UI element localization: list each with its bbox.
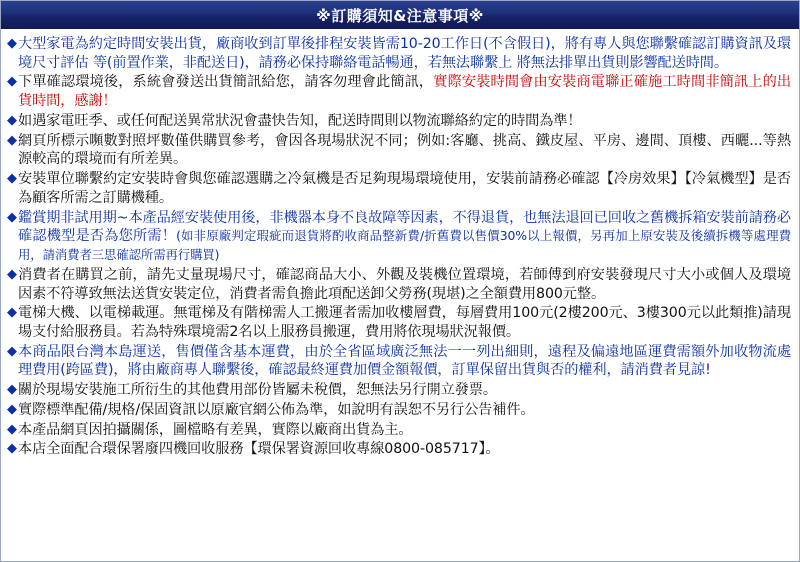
note-recycle-service [7,440,791,459]
notice-text [18,112,791,131]
notice-text-segment: 消費者在購買之前，請先丈量現場尺寸，確認商品大小、外觀及裝機位置環境，若師傅到府安裝發現尺寸大小或個人及環境因素不符導致無法送貨安裝定位，消費者需負擔此項配送卸父勞務(現堪)之全額費用800元整。 [18,266,791,302]
note-peak-season-delay [7,112,791,131]
notice-text-segment: 實際標準配備/規格/保固資訊以原廠官網公佈為準，如說明有誤恕不另行公告補件。 [18,401,535,418]
diamond-bullet-icon: ◆ [7,382,17,398]
notice-list [1,29,799,464]
notice-text [18,381,791,400]
notice-text [18,304,791,341]
notice-text [18,401,791,420]
page-title-bar [1,1,799,29]
notice-text-segment: 下單確認環境後，系統會發送出貨簡訊給您，請客勿理會此簡訊， [18,74,434,91]
notice-text-segment: 鑑賞期非試用期~本產品經安裝使用後，非機器本身不良故障等因素，不得退貨，也無法退回已回收之舊機拆箱安裝前請務必確認機型是否為您所需！ [18,209,791,245]
diamond-bullet-icon: ◆ [7,343,17,359]
note-shipping-area [7,343,791,380]
diamond-bullet-icon: ◆ [7,401,17,417]
note-photo-difference [7,421,791,440]
notice-text-segment: 關於現場安裝施工所衍生的其他費用部份皆屬未稅價，恕無法另行開立發票。 [18,382,497,399]
notice-text [18,35,791,72]
notice-text-segment: (如非原廠判定瑕疵而退貨將酌收商品整新費/折舊費以售價30%以上報價，另再加上原安裝及後續拆機等處理費用，請消費者三思確認所需再行購買) [18,228,791,263]
diamond-bullet-icon: ◆ [7,132,17,148]
notice-text [18,170,791,207]
notice-text-segment: 安裝單位聯繫約定安裝時會與您確認選購之冷氣機是否足夠現場環境使用，安裝前請務必確認【冷房效果】【冷氣機型】是否為顧客所需之訂購機種。 [18,171,791,206]
notice-text-segment: 網頁所標示嚬數對照坪數僅供購買參考，會因各現場狀況不同；例如:客廳、挑高、鐵皮屋、平房、邊間、頂樓、西曬...等熱源較高的環境而有所差異。 [18,132,791,168]
note-ping-reference [7,132,791,169]
notice-text-segment: 本商品限台灣本島運送，售價僅含基本運費，由於全省區域廣泛無法一一列出細則，遠程及偏遠地區運費需額外加收物流處理費用(跨區費)，將由廠商專人聯繫後，確認最終運費加價金額報價，訂單保留出貨與否的權利，請消費者見諒! [18,343,791,379]
notice-text [18,343,791,380]
diamond-bullet-icon: ◆ [7,112,17,128]
diamond-bullet-icon: ◆ [7,266,17,282]
note-invoice [7,381,791,400]
notice-text [18,421,791,440]
notice-text [18,266,791,303]
diamond-bullet-icon: ◆ [7,171,17,187]
diamond-bullet-icon: ◆ [7,441,17,457]
note-spec-source [7,401,791,420]
notice-text-segment: 實際安裝時間會由安裝商電聯正確施工時間 [433,74,706,91]
diamond-bullet-icon: ◆ [7,74,17,90]
notice-text-segment: 電梯大機、以電梯載運。無電梯及有階梯需人工搬運者需加收樓層費，每層費用100元(2樓200元、3樓300元以此類推)請現場支付給服務員。若為特殊環境需2名以上服務員搬運，費用將依現場狀況報價。 [18,305,791,341]
diamond-bullet-icon: ◆ [7,305,17,321]
diamond-bullet-icon: ◆ [7,36,17,51]
notice-text-segment: 本店全面配合環保署廢四機回收服務【環保署資源回收專線0800-085717】。 [18,441,500,458]
note-sms-notice [7,73,791,110]
notice-text [18,132,791,169]
notice-text [18,209,791,265]
diamond-bullet-icon: ◆ [7,421,17,437]
notice-text-segment: 大型家電為約定時間安裝出貨，廠商收到訂單後排程安裝皆需10-20工作日(不含假日)，將有專人與您聯繫確認訂購資訊及環境尺寸評估 等(前置作業，非配送日)，請務必保持聯絡電話暢通，若無法聯繫上 將無法排單出貨則影響配送時間。 [18,36,791,71]
notice-text-segment: 如遇家電旺季、或任何配送異常狀況會盡快告知，配送時間則以物流聯絡約定的時間為準！ [18,112,582,129]
note-confirm-model [7,170,791,207]
diamond-bullet-icon: ◆ [7,209,17,225]
page-title: ※訂購須知&注意事項※ [316,6,484,25]
note-return-policy [7,209,791,265]
notice-text [18,73,791,110]
notice-text-segment: 非簡訊上的出貨時間，感謝！ [18,74,791,110]
notice-text-segment: 本產品網頁因拍攝關係，圖檔略有差異，實際以廠商出貨為主。 [18,421,413,438]
note-stair-fee [7,304,791,341]
notice-text [18,440,791,459]
note-installation-schedule [7,35,791,72]
note-measure-before-buy [7,266,791,303]
